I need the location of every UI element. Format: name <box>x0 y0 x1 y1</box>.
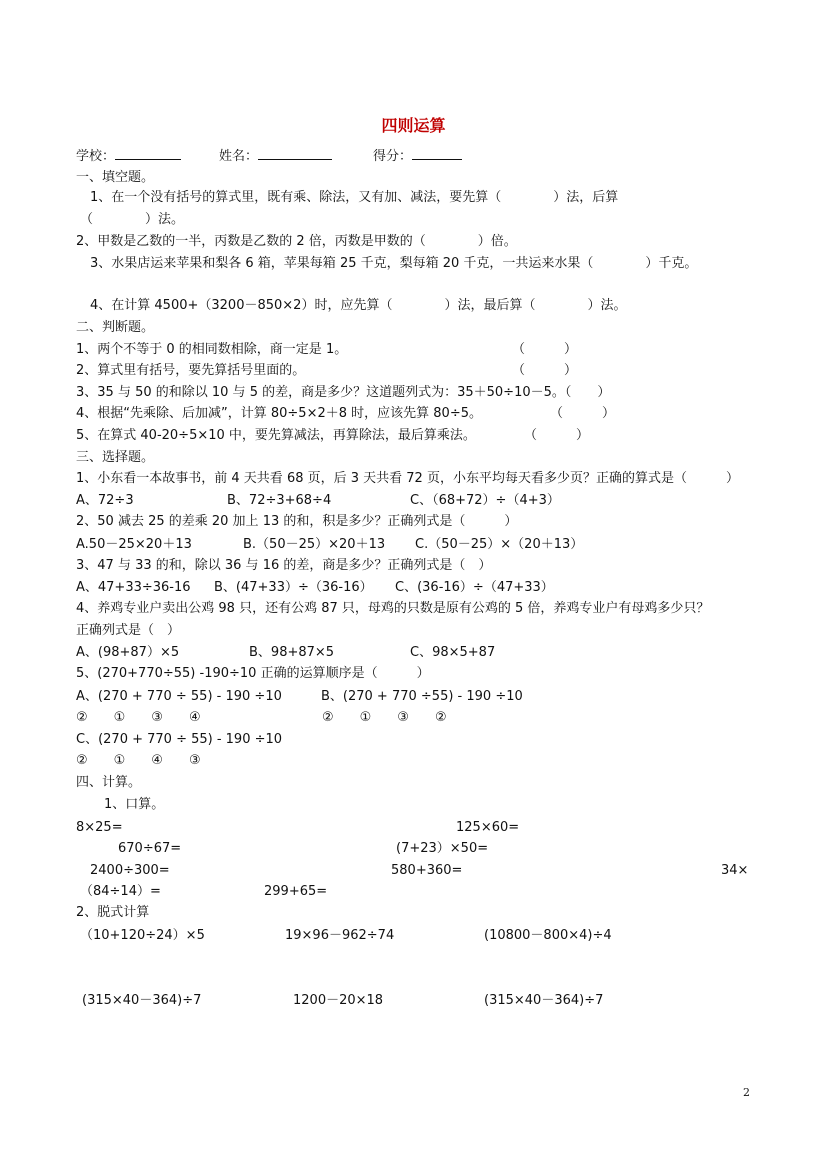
mental-math-item: 125×60= <box>456 820 520 835</box>
sec1-question-1b: （ ）法。 <box>80 212 185 227</box>
step-calculation-item: 19×96－962÷74 <box>285 928 395 943</box>
score-field <box>373 147 462 165</box>
sec2-question-2: 2、算式里有括号，要先算括号里面的。 <box>76 363 306 378</box>
sec3-q4-option-b: B、98+87×5 <box>249 645 335 660</box>
school-blank <box>115 147 181 160</box>
page-title: 四则运算 <box>381 116 446 135</box>
mental-math-item: 34× <box>721 863 749 878</box>
sec1-question-3: 3、水果店运来苹果和梨各 6 箱，苹果每箱 25 千克，梨每箱 20 千克，一共运来水果（ ）千克。 <box>90 256 698 271</box>
sec3-q4-option-c: C、98×5+87 <box>410 645 496 660</box>
step-calculation-item: (315×40－364)÷7 <box>484 993 604 1008</box>
mental-math-item: （84÷14）= <box>80 884 161 899</box>
sec3-q3-option-c: C、(36-16）÷（47+33） <box>395 580 554 595</box>
score-blank <box>412 147 462 160</box>
score-label: 得分： <box>373 149 413 164</box>
mental-math-item: 8×25= <box>76 820 123 835</box>
section-1-heading: 一、填空题。 <box>76 170 155 185</box>
sec3-q2-option-b: B.（50－25）×20＋13 <box>243 537 386 552</box>
step-calculation-item: （10+120÷24）×5 <box>80 928 205 943</box>
mental-math-item: 2400÷300= <box>90 863 170 878</box>
sec3-q5-option-a-order: ② ① ③ ④ <box>76 710 201 725</box>
sec2-answer-paren-2: （ ） <box>512 363 578 378</box>
sec3-q5-option-b: B、(270 + 770 ÷55) - 190 ÷10 <box>321 689 523 704</box>
sec2-question-3: 3、35 与 50 的和除以 10 与 5 的差，商是多少？这道题列式为：35＋50÷10－5。（ ） <box>76 385 611 400</box>
step-calculation-item: 1200－20×18 <box>293 993 384 1008</box>
name-field <box>219 147 332 165</box>
sec3-q2-option-a: A.50－25×20＋13 <box>76 537 192 552</box>
sec3-q1-option-a: A、72÷3 <box>76 493 134 508</box>
page-number: 2 <box>743 1086 750 1099</box>
school-label: 学校： <box>76 149 116 164</box>
sec3-q5-option-b-order: ② ① ③ ② <box>322 710 447 725</box>
sec2-question-1: 1、两个不等于 0 的相同数相除，商一定是 1。 <box>76 342 348 357</box>
sec2-answer-paren-4: （ ） <box>550 406 616 421</box>
school-field <box>76 147 181 165</box>
sec3-question-4b: 正确列式是（ ） <box>76 623 181 638</box>
sec3-q5-option-a: A、(270 + 770 ÷ 55) - 190 ÷10 <box>76 689 282 704</box>
sec3-q3-option-a: A、47+33÷36-16 <box>76 580 191 595</box>
mental-math-item: 670÷67= <box>118 841 182 856</box>
step-calculation-item: (10800－800×4)÷4 <box>484 928 612 943</box>
sec3-q5-option-c-order: ② ① ④ ③ <box>76 753 201 768</box>
sec3-q1-option-c: C、（68+72）÷（4+3） <box>410 493 560 508</box>
sec3-question-3: 3、47 与 33 的和，除以 36 与 16 的差，商是多少？正确列式是（ ） <box>76 558 492 573</box>
mental-math-item: 299+65= <box>264 884 328 899</box>
section-4-heading: 四、计算。 <box>76 775 142 790</box>
sec3-question-2: 2、50 减去 25 的差乘 20 加上 13 的和，积是多少？正确列式是（ ） <box>76 514 518 529</box>
name-label: 姓名： <box>219 149 259 164</box>
sec3-q1-option-b: B、72÷3+68÷4 <box>227 493 332 508</box>
section-2-heading: 二、判断题。 <box>76 320 155 335</box>
sec3-q3-option-b: B、(47+33）÷（36-16） <box>214 580 373 595</box>
sec3-question-1: 1、小东看一本故事书，前 4 天共看 68 页，后 3 天共看 72 页，小东平均每天看多少页？正确的算式是（ ） <box>76 471 739 486</box>
sec1-question-2: 2、甲数是乙数的一半，丙数是乙数的 2 倍，丙数是甲数的（ ）倍。 <box>76 234 517 249</box>
sec2-answer-paren-1: （ ） <box>512 342 578 357</box>
mental-math-heading: 1、口算。 <box>104 797 165 812</box>
sec3-q2-option-c: C.（50－25）×（20＋13） <box>415 537 584 552</box>
sec1-question-4: 4、在计算 4500+（3200－850×2）时，应先算（ ）法，最后算（ ）法。 <box>90 298 627 313</box>
mental-math-item: (7+23）×50= <box>396 841 489 856</box>
sec3-question-5: 5、(270+770÷55) -190÷10 正确的运算顺序是（ ） <box>76 666 430 681</box>
sec2-question-5: 5、在算式 40-20÷5×10 中，要先算减法，再算除法，最后算乘法。 <box>76 428 476 443</box>
sec3-q5-option-c: C、(270 + 770 ÷ 55) - 190 ÷10 <box>76 732 283 747</box>
section-3-heading: 三、选择题。 <box>76 450 155 465</box>
mental-math-item: 580+360= <box>391 863 463 878</box>
sec3-q4-option-a: A、(98+87）×5 <box>76 645 180 660</box>
sec2-question-4: 4、根据“先乘除、后加减”，计算 80÷5×2＋8 时，应该先算 80÷5。 <box>76 406 482 421</box>
sec3-question-4a: 4、养鸡专业户卖出公鸡 98 只，还有公鸡 87 只，母鸡的只数是原有公鸡的 5 倍，养鸡专业户有母鸡多少只？ <box>76 601 710 616</box>
name-blank <box>258 147 332 160</box>
sec1-question-1a: 1、在一个没有括号的算式里，既有乘、除法，又有加、减法，要先算（ ）法，后算 <box>90 190 619 205</box>
step-calculation-item: (315×40－364)÷7 <box>82 993 202 1008</box>
sec2-answer-paren-5: （ ） <box>524 428 590 443</box>
step-calculation-heading: 2、脱式计算 <box>76 905 150 920</box>
